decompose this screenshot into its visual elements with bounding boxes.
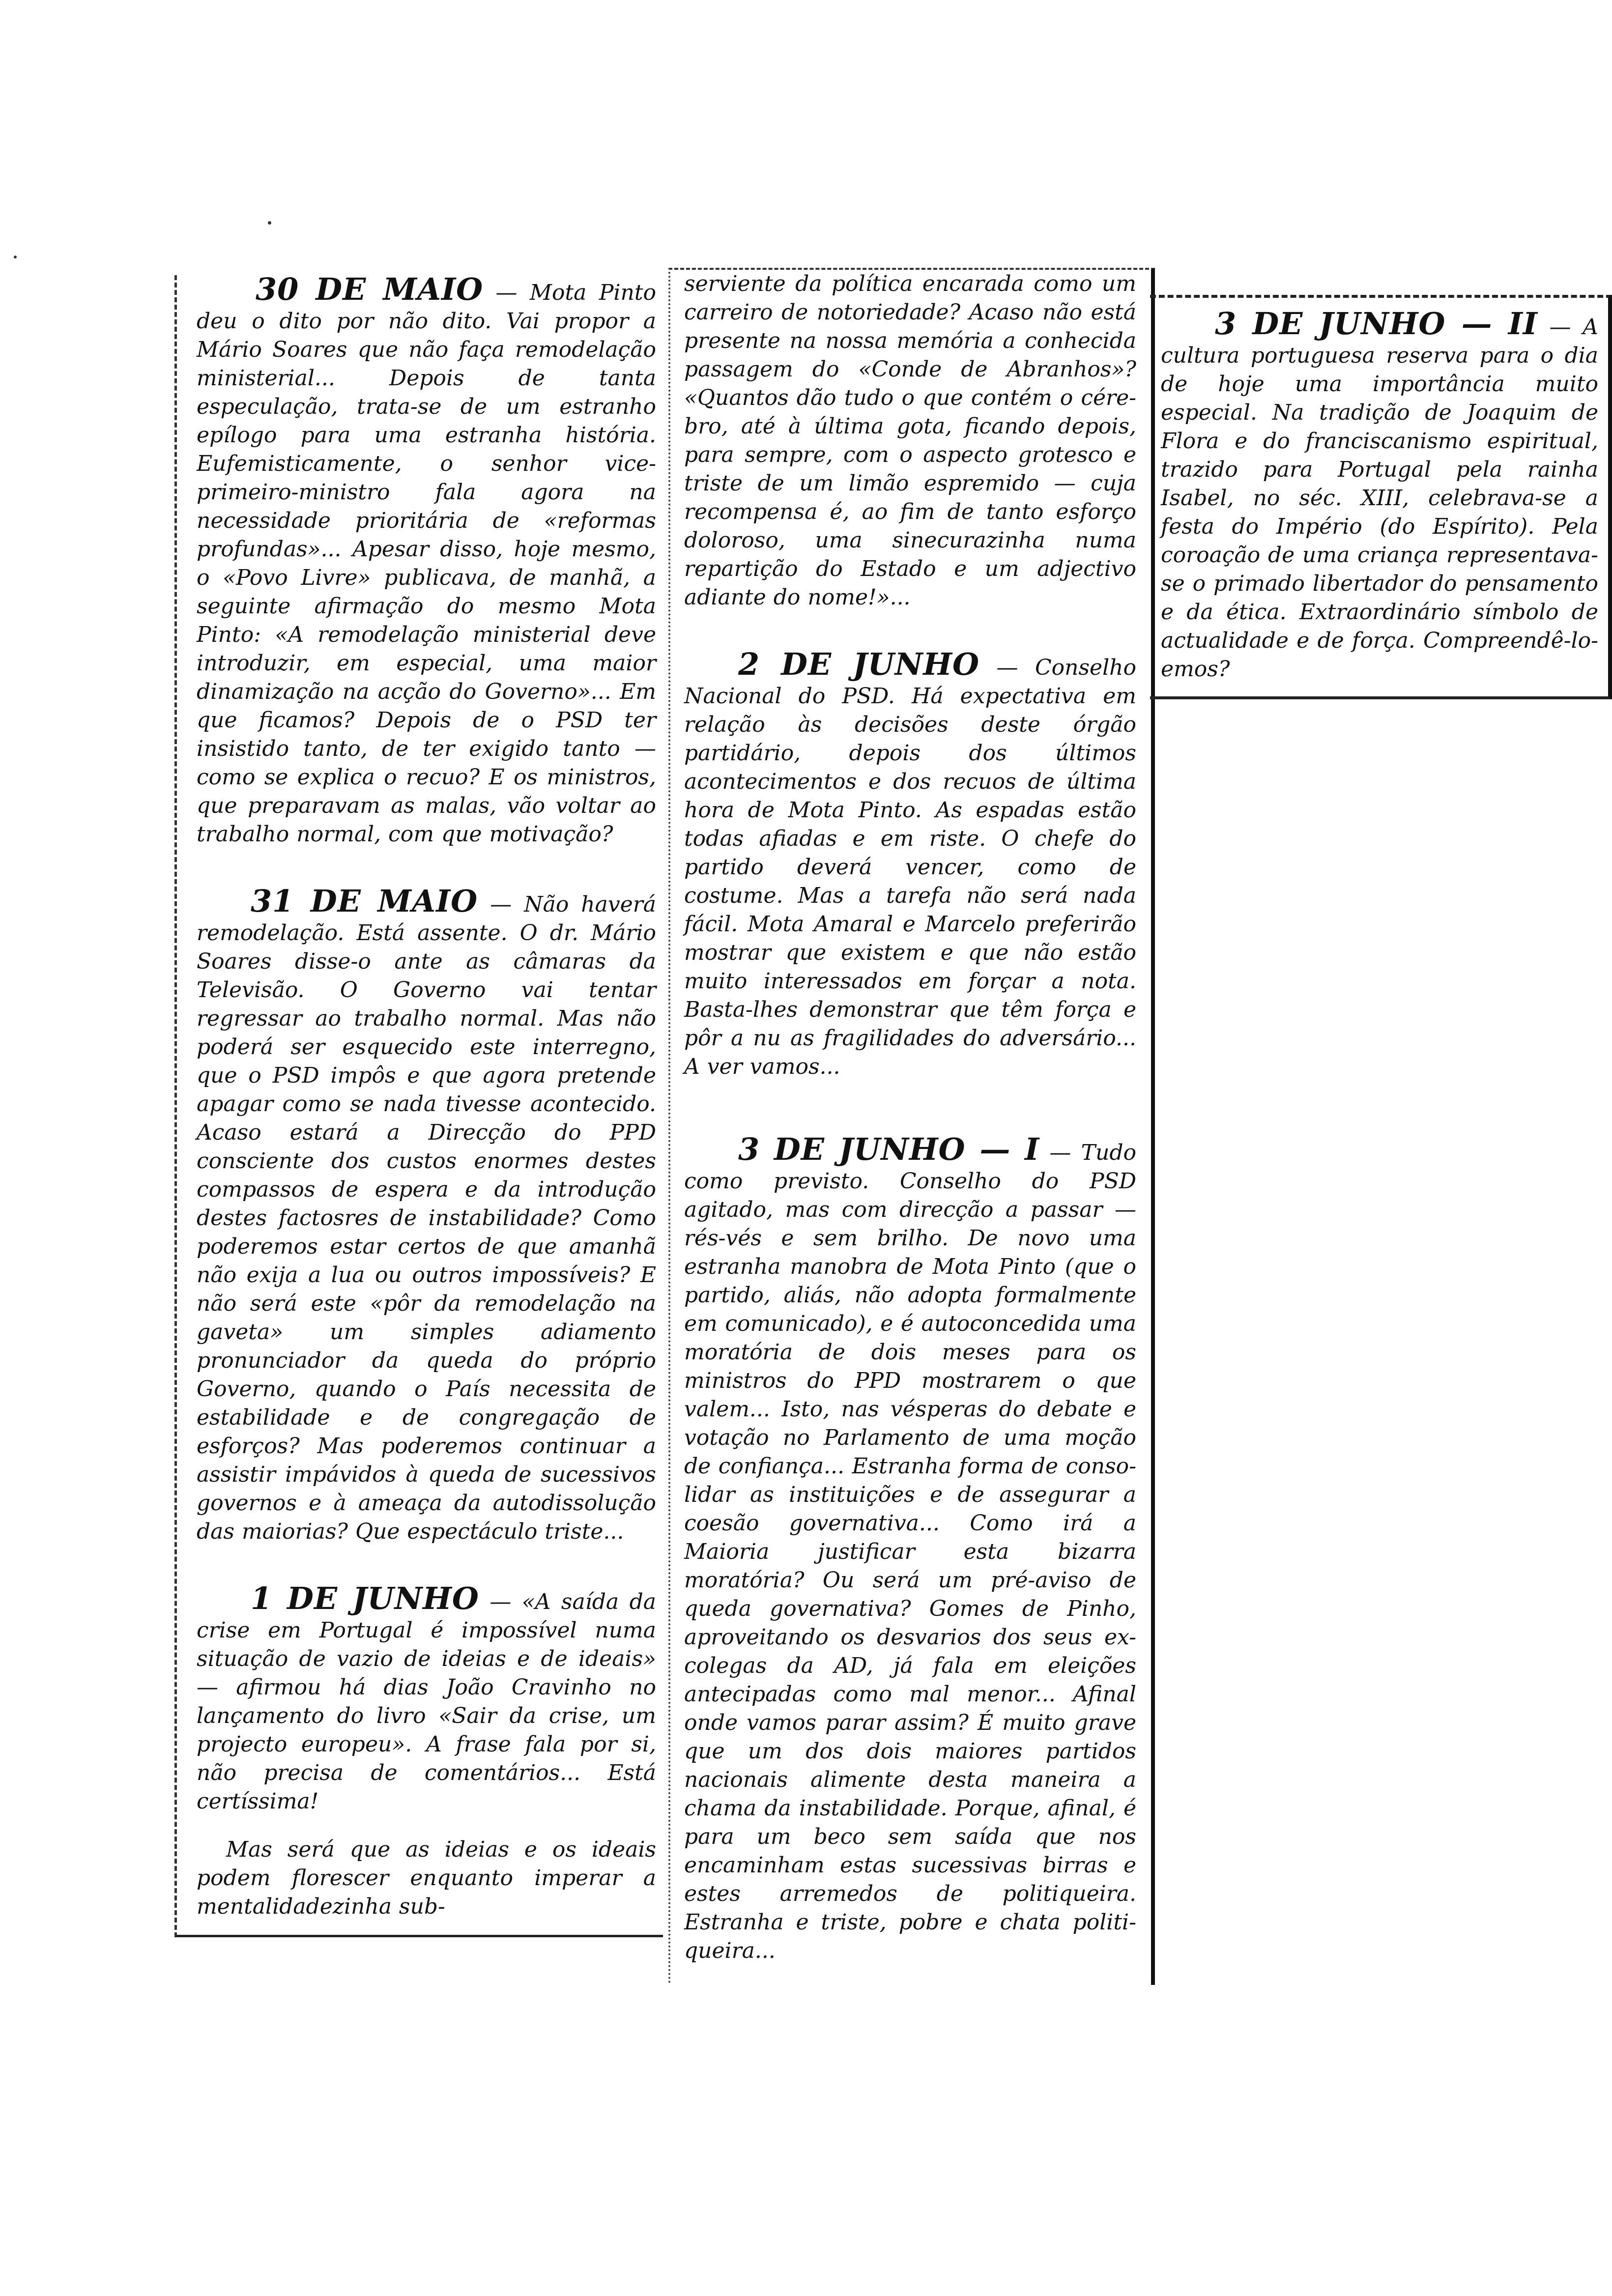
entry-date: 2 DE JUNHO (738, 646, 979, 682)
entry-text: — A cultura portuguesa reserva para o dia de hoje uma importância muito especial. Na tradição de Joaquim de Flora e do franciscanismo espiritual, trazido para Portugal pela rainha Isabel, no séc. XIII, celebrava-se a festa do Império (do Espírito). Pela coroação de uma criança representava-se o primado libertador do pensamento e da ética. Extraordinário símbolo de actualidade e de força. Compreendê-lo-emos? (1161, 315, 1598, 682)
entry-2-junho (684, 646, 1136, 1081)
entry-date: 1 DE JUNHO (251, 1580, 479, 1616)
column-1 (174, 271, 663, 1937)
entry-3-junho-ii (1161, 306, 1598, 684)
entry-date: 3 DE JUNHO — II (1215, 306, 1538, 342)
entry-date: 30 DE MAIO (256, 271, 484, 307)
entry-text: Mas será que as ideias e os ideais podem florescer enquanto imperar a mentalidadezinha sub- (197, 1837, 656, 1919)
scan-speck (268, 221, 271, 225)
entry-text: — Mota Pinto deu o dito por não dito. Vai propor a Mário Soares que não faça remodelação ministerial... Depois de tanta especulação, trata-se de um estranho epílogo para uma estranha história. Eufemisticamente, o senhor vice-primeiro-ministro fala agora na necessidade prioritária de «reformas profundas»... Apesar disso, hoje mesmo, o «Povo Livre» publicava, de manhã, a seguinte afirmação do mesmo Mota Pinto: «A remodelação ministerial deve introduzir, em especial, uma maior dinamização na acção do Governo»... Em que ficamos? Depois de o PSD ter insistido tanto, de ter exigido tanto — como se explica o recuo? E os ministros, que preparavam as malas, vão voltar ao trabalho normal, com que motivação? (197, 280, 657, 847)
column-3 (1150, 295, 1612, 699)
entry-text: — Conselho Nacional do PSD. Há expectativa em relação às decisões deste órgão partidário, depois dos últimos acontecimentos e dos recuos de última hora de Mota Pinto. As espadas estão todas afiadas e em riste. O chefe do partido deverá vencer, como de costume. Mas a tarefa não será nada fácil. Mota Amaral e Marcelo preferirão mostrar que existem e que não estão muito interessados em forçar a nota. Basta-lhes demonstrar que têm força e pôr a nu as fragilidades do adversário... A ver vamos... (684, 655, 1136, 1079)
entry-30-maio (197, 271, 657, 849)
scan-speck (14, 256, 17, 258)
entry-text: — Tudo como previsto. Conselho do PSD agitado, mas com direcção a passar — rés-vés e sem brilho. De novo uma estranha manobra de Mota Pinto (que o partido, aliás, não adopta formalmente em comunicado), e é autoconcedida uma moratória de dois meses para os ministros do PPD mostrarem o que valem... Isto, nas vésperas do debate e votação no Parlamento de uma moção de confiança... Estranha forma de consolidar as instituições e de assegurar a coesão governativa... Como irá a Maioria justificar esta bizarra moratória? Ou será um pré-aviso de queda governativa? Gomes de Pinho, aproveitando os desvarios dos seus ex-colegas da AD, já fala em eleições antecipadas como mal menor... Afinal onde vamos parar assim? É muito grave que um dos dois maiores partidos nacionais alimente desta maneira a chama da instabilidade. Porque, afinal, é para um beco sem saída que nos encaminham estas sucessivas birras e estes arremedos de politiqueira. Estranha e triste, pobre e chata politiqueira... (684, 1140, 1136, 1963)
entry-text: serviente da política encarada como um carreiro de notoriedade? Acaso não está presente na nossa memória a conhecida passagem do «Conde de Abranhos»? «Quantos dão tudo o que contém o cérebro, até à última gota, ficando depois, para sempre, com o aspecto grotesco e triste de um limão espremido — cuja recompensa é, ao fim de tanto esforço doloroso, uma sinecurazinha numa repartição do Estado e um adjectivo adiante do nome!»... (684, 271, 1136, 610)
column-2 (668, 268, 1155, 1985)
entry-31-maio (197, 883, 657, 1546)
entry-text: — Não haverá remodelação. Está assente. O dr. Mário Soares disse-o ante as câmaras da Televisão. O Governo vai tentar regressar ao trabalho normal. Mas não poderá ser esquecido este interregno, que o PSD impôs e que agora pretende apagar como se nada tivesse acontecido. Acaso estará a Direcção do PPD consciente dos custos enormes destes compassos de espera e da introdução destes factosres de instabilidade? Como poderemos estar certos de que amanhã não exija a lua ou outros impossíveis? E não será este «pôr da remodelação na gaveta» um simples adiamento pronunciador da queda do próprio Governo, quando o País necessita de estabilidade e de congregação de esforços? Mas poderemos continuar a assistir impávidos à queda de sucessivos governos e à ameaça da autodissolução das maiorias? Que espectáculo triste... (197, 892, 657, 1544)
entry-date: 3 DE JUNHO — I (738, 1131, 1040, 1167)
entry-continued (684, 270, 1136, 612)
entry-1-junho (197, 1580, 656, 1816)
entry-continuation (197, 1836, 656, 1921)
entry-3-junho-i (684, 1131, 1136, 1965)
entry-text: — «A saída da crise em Portugal é impossível numa situação de vazio de ideias e de ideais» — afirmou há dias João Cravinho no lançamento do livro «Sair da crise, um projecto europeu». A frase fala por si, não precisa de comentários... Está certíssima! (197, 1589, 656, 1814)
entry-date: 31 DE MAIO (251, 883, 478, 919)
